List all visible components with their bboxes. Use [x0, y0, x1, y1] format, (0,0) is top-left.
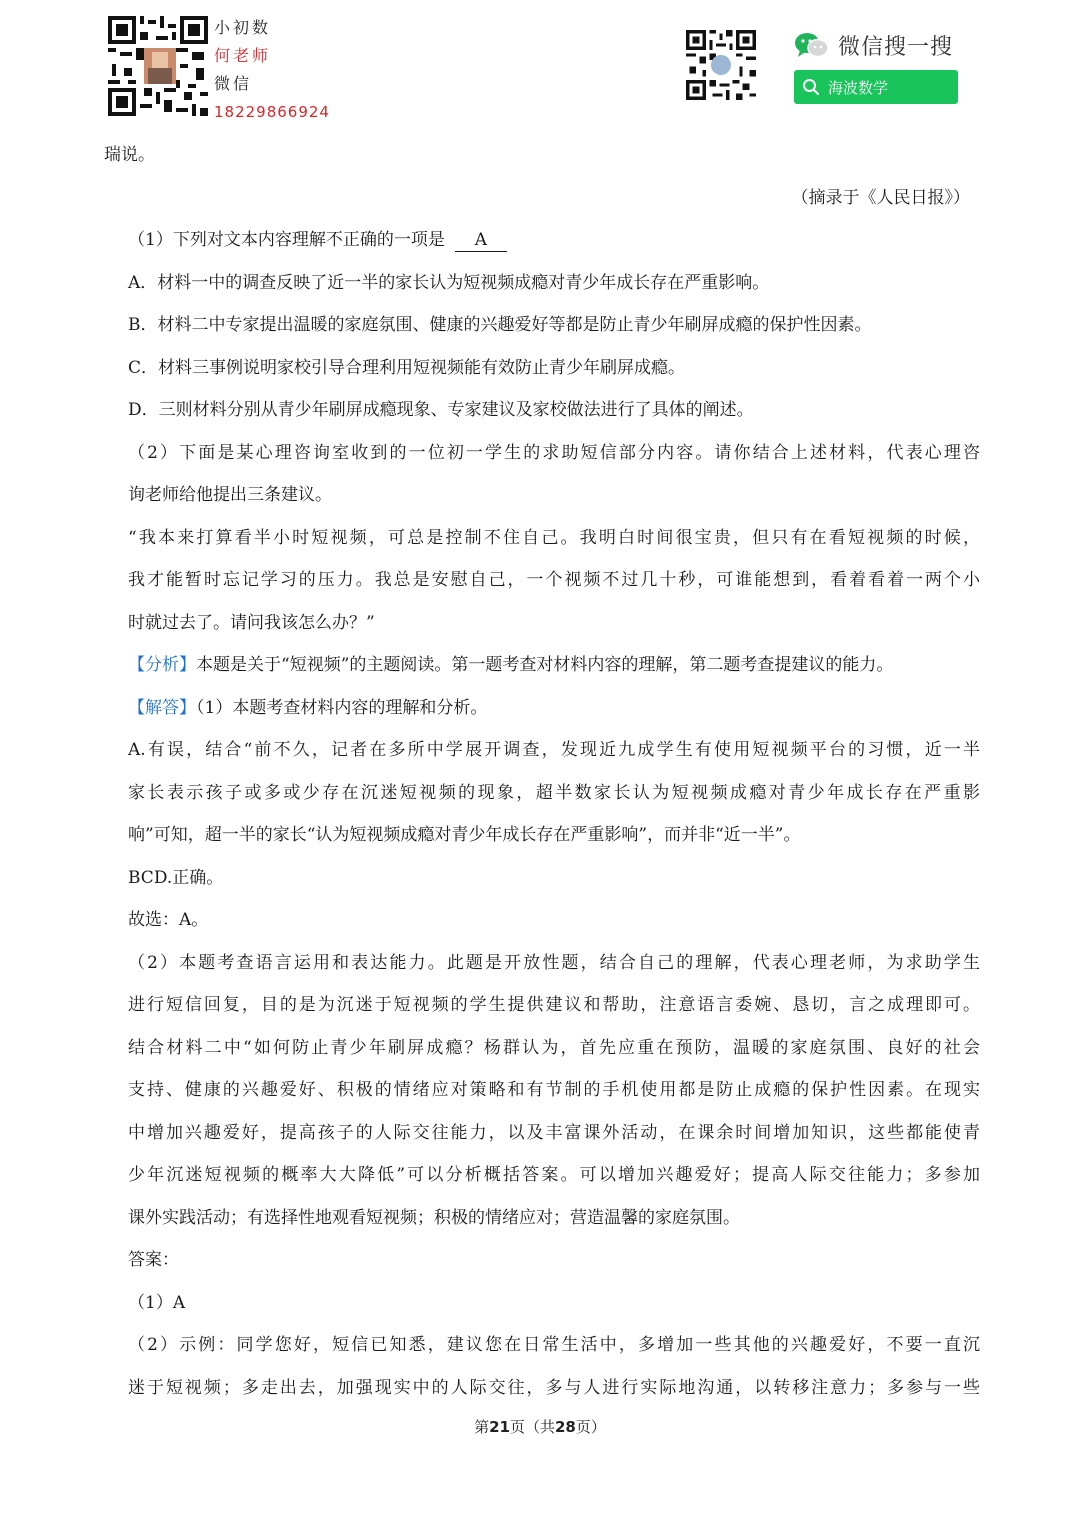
text-line: （2）示例：同学您好，短信已知悉，建议您在日常生活中，多增加一些其他的兴趣爱好，不要一直沉 — [128, 1335, 980, 1355]
quote-line: “我本来打算看半小时短视频，可总是控制不住自己。我明白时间很宝贵，但只有在看短视频的时候， — [128, 527, 980, 548]
wechat-search-title: 微信搜一搜 — [838, 34, 954, 60]
option-b: B．材料二中专家提出温暖的家庭氛围、健康的兴趣爱好等都是防止青少年刷屏成瘾的保护性因素。 — [128, 315, 872, 335]
contact-line-3: 微信 — [214, 74, 253, 93]
text-line: 家长表示孩子或多或少存在沉迷短视频的现象，超半数家长认为短视频成瘾对青少年成长存在严重影 — [128, 782, 980, 803]
wechat-search-banner — [794, 30, 964, 60]
analysis-line — [104, 644, 980, 687]
page-total: 28 — [555, 1418, 576, 1436]
page-footer — [0, 1416, 1080, 1437]
page-number: 21 — [489, 1418, 510, 1436]
quote-line: 时就过去了。请问我该怎么办？” — [128, 612, 375, 633]
quote-line: 我才能暂时忘记学习的压力。我总是安慰自己，一个视频不过几十秒，可谁能想到，看着看着一两个小 — [128, 570, 980, 590]
footer-mid: 页（共 — [509, 1418, 555, 1436]
text-line: 答案： — [128, 1250, 179, 1270]
question-2: （2）下面是某心理咨询室收到的一位初一学生的求助短信部分内容。请你结合上述材料，代表心理咨 — [128, 442, 980, 463]
search-bar[interactable] — [794, 70, 958, 104]
source-citation: （摘录于《人民日报》） — [791, 187, 970, 208]
text-line: （1）A — [128, 1292, 186, 1313]
wechat-logo-icon — [794, 31, 830, 59]
contact-phone: 18229866924 — [214, 103, 330, 121]
solution-text: （1）本题考查材料内容的理解和分析。 — [196, 697, 488, 718]
solution-line — [104, 687, 980, 730]
text-line: 中增加兴趣爱好，提高孩子的人际交往能力，以及丰富课外活动，在课余时间增加知识，这些都能使青 — [128, 1122, 980, 1143]
page-header — [0, 0, 1080, 130]
text-line: 结合材料二中“如何防止青少年刷屏成瘾？杨群认为，首先应重在预防，温暖的家庭氛围、良好的社会 — [128, 1037, 980, 1058]
contact-line-1: 小初数 — [214, 18, 272, 37]
text-line: BCD.正确。 — [128, 867, 224, 888]
analysis-tag: 【分析】 — [128, 655, 196, 675]
footer-post: 页） — [575, 1418, 606, 1436]
question-2-cont: 询老师给他提出三条建议。 — [128, 485, 332, 505]
contact-name: 何老师 — [214, 46, 272, 65]
option-a: A．材料一中的调查反映了近一半的家长认为短视频成瘾对青少年成长存在严重影响。 — [128, 272, 770, 293]
analysis-text: 本题是关于“短视频”的主题阅读。第一题考查对材料内容的理解，第二题考查提建议的能力。 — [196, 655, 894, 675]
text-line: 响”可知，超一半的家长“认为短视频成瘾对青少年成长存在严重影响”，而并非“近一半”。 — [128, 825, 801, 845]
solution-tag: 【解答】 — [128, 697, 196, 718]
option-c: C．材料三事例说明家校引导合理利用短视频能有效防止青少年刷屏成瘾。 — [128, 357, 686, 378]
answer-blank: A — [455, 229, 507, 252]
text-line: 支持、健康的兴趣爱好、积极的情绪应对策略和有节制的手机使用都是防止成瘾的保护性因素。在现实 — [128, 1080, 980, 1100]
footer-pre: 第 — [474, 1418, 490, 1436]
text-line: 少年沉迷短视频的概率大大降低”可以分析概括答案。可以增加兴趣爱好；提高人际交往能力；多参加 — [128, 1165, 980, 1185]
document-body — [104, 134, 980, 1409]
text-line: 课外实践活动；有选择性地观看短视频；积极的情绪应对；营造温馨的家庭氛围。 — [128, 1207, 740, 1228]
qr-code-icon — [108, 16, 208, 116]
contact-info — [214, 14, 330, 126]
text-line: A.有误，结合“前不久，记者在多所中学展开调查，发现近九成学生有使用短视频平台的习惯，近一半 — [128, 740, 980, 760]
search-text: 海波数学 — [828, 78, 889, 97]
question-1 — [104, 219, 980, 262]
text-line: 迷于短视频；多走出去，加强现实中的人际交往，多与人进行实际地沟通，以转移注意力；多参与一些 — [128, 1377, 980, 1398]
question-1-text: （1）下列对文本内容理解不正确的一项是 — [128, 230, 445, 250]
text-line: 故选：A。 — [128, 910, 209, 930]
text-line: 瑞说。 — [104, 145, 155, 165]
qr-code-icon — [686, 30, 756, 100]
text-line: （2）本题考查语言运用和表达能力。此题是开放性题，结合自己的理解，代表心理老师，为求助学生 — [128, 952, 980, 973]
search-icon — [802, 78, 820, 96]
text-line: 进行短信回复，目的是为沉迷于短视频的学生提供建议和帮助，注意语言委婉、恳切，言之成理即可。 — [128, 995, 980, 1015]
option-d: D．三则材料分别从青少年刷屏成瘾现象、专家建议及家校做法进行了具体的阐述。 — [128, 400, 754, 420]
